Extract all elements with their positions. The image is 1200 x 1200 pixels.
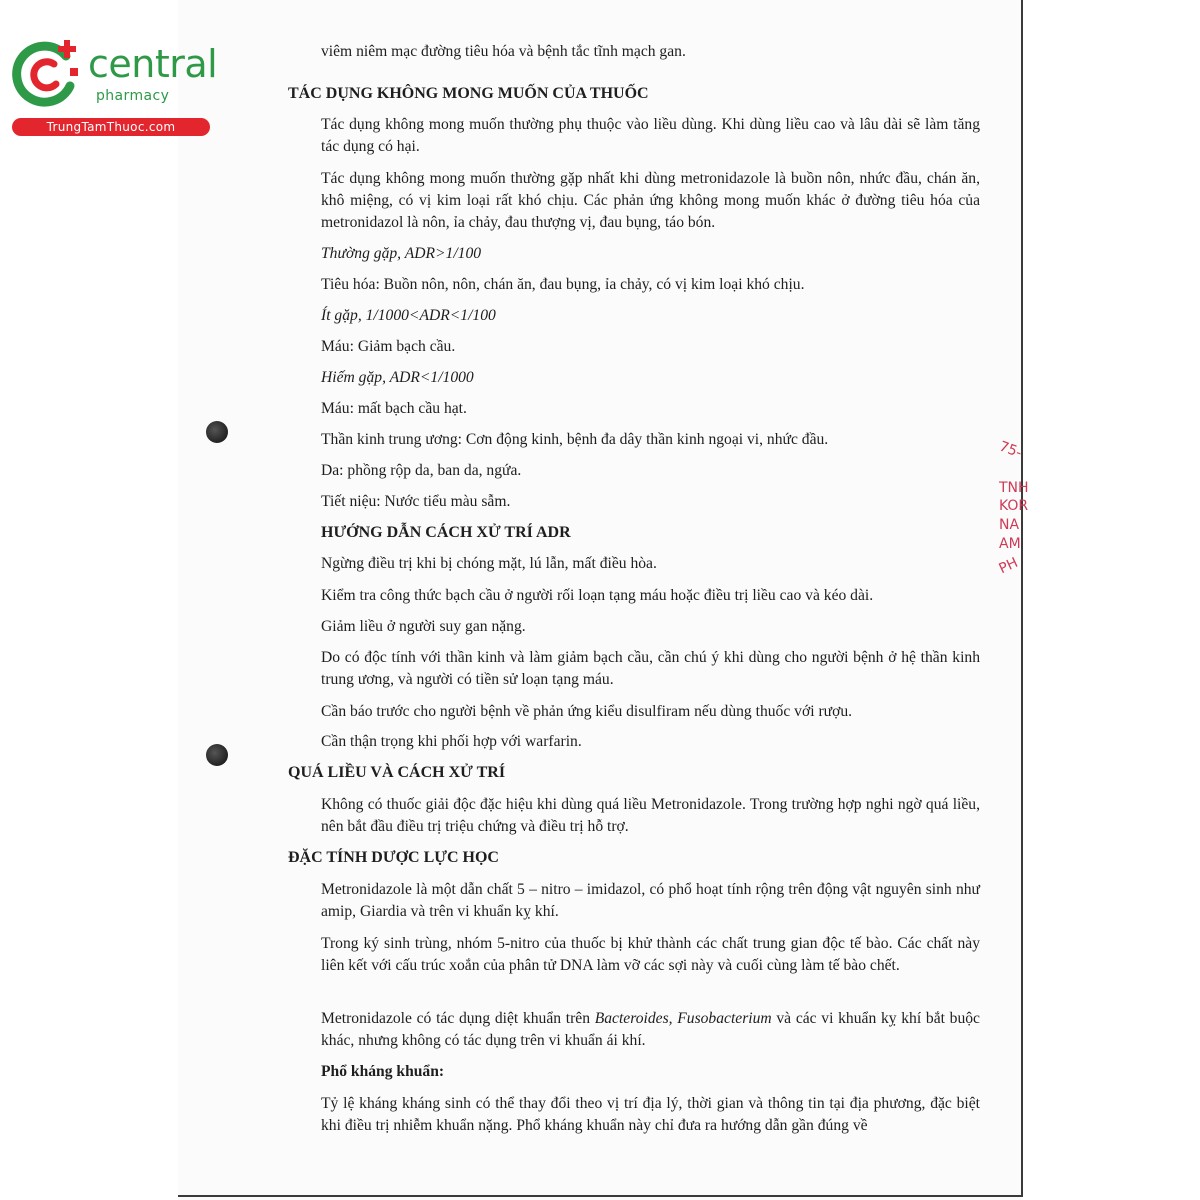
- heading-pharmacodynamics: ĐẶC TÍNH DƯỢC LỰC HỌC: [288, 849, 499, 866]
- paragraph: Không có thuốc giải độc đặc hiệu khi dùng quá liều Metronidazole. Trong trường hợp nghi ngờ quá liều, nên bắt đầu điều trị triệu chứng và điều trị hỗ trợ.: [321, 796, 980, 835]
- paragraph: Tỷ lệ kháng kháng sinh có thể thay đổi theo vị trí địa lý, thời gian và thông tin tại địa phương, đặc biệt khi điều trị nhiễm khuẩn nặng. Phổ kháng khuẩn này chỉ đưa ra hướng dẫn gần đúng về: [321, 1095, 980, 1134]
- subheading-spectrum: Phổ kháng khuẩn:: [321, 1063, 445, 1080]
- paragraph: Cần thận trọng khi phối hợp với warfarin.: [321, 733, 582, 750]
- paragraph: Trong ký sinh trùng, nhóm 5-nitro của thuốc bị khử thành các chất trung gian độc tế bào. Các chất này liên kết với cấu trúc xoắn của phân tử DNA làm vỡ các sợi này và cuối cùng làm tế bào chết.: [321, 935, 980, 974]
- heading-overdose: QUÁ LIỀU VÀ CÁCH XỬ TRÍ: [288, 764, 506, 781]
- paragraph: Cần báo trước cho người bệnh về phản ứng kiểu disulfiram nếu dùng thuốc với rượu.: [321, 703, 853, 720]
- paragraph-text: và các vi khuẩn kỵ khí bắt buộc khác, nhưng không có tác dụng trên vi khuẩn ái khí.: [321, 1010, 980, 1049]
- stamp-line: TNH: [999, 480, 1029, 496]
- paragraph-continuation: viêm niêm mạc đường tiêu hóa và bệnh tắc tĩnh mạch gan.: [321, 43, 686, 60]
- paragraph-text: Metronidazole có tác dụng diệt khuẩn trên: [321, 1010, 595, 1027]
- paragraph: Tác dụng không mong muốn thường phụ thuộc vào liều dùng. Khi dùng liều cao và lâu dài sẽ làm tăng tác dụng có hại.: [321, 116, 980, 155]
- stamp-line: NA: [999, 517, 1020, 533]
- paragraph: Ngừng điều trị khi bị chóng mặt, lú lẫn, mất điều hòa.: [321, 555, 657, 572]
- paragraph: Kiểm tra công thức bạch cầu ở người rối loạn tạng máu hoặc điều trị liều cao và kéo dài.: [321, 587, 874, 604]
- logo-subtitle: pharmacy: [96, 88, 170, 104]
- logo-name: central: [88, 42, 218, 86]
- heading-side-effects: TÁC DỤNG KHÔNG MONG MUỐN CỦA THUỐC: [288, 85, 649, 102]
- heading-adr-management: HƯỚNG DẪN CÁCH XỬ TRÍ ADR: [321, 524, 571, 541]
- stamp-line: KOR: [999, 498, 1029, 514]
- bacteria-names: Bacteroides, Fusobacterium: [594, 1010, 772, 1027]
- frequency-label: Hiếm gặp, ADR<1/1000: [321, 369, 474, 386]
- paragraph: Máu: Giảm bạch cầu.: [321, 338, 456, 355]
- paragraph: Thần kinh trung ương: Cơn động kinh, bệnh đa dây thần kinh ngoại vi, nhức đầu.: [321, 431, 829, 448]
- paragraph: Tiết niệu: Nước tiểu màu sẫm.: [321, 493, 511, 510]
- paragraph: Tiêu hóa: Buồn nôn, nôn, chán ăn, đau bụng, ỉa chảy, có vị kim loại khó chịu.: [321, 276, 805, 293]
- paragraph-bacteroides: [321, 1008, 980, 1052]
- stamp-line: AM: [999, 536, 1021, 552]
- stamp-line: PH: [996, 554, 1021, 578]
- paragraph: Máu: mất bạch cầu hạt.: [321, 400, 467, 417]
- paragraph: Da: phồng rộp da, ban da, ngứa.: [321, 462, 522, 479]
- frequency-label: Ít gặp, 1/1000<ADR<1/100: [321, 307, 496, 324]
- logo-url: TrungTamThuoc.com: [12, 118, 210, 136]
- paragraph: Giảm liều ở người suy gan nặng.: [321, 618, 526, 635]
- paragraph: Do có độc tính với thần kinh và làm giảm bạch cầu, cần chú ý khi dùng cho người bệnh ở hệ thần kinh trung ương, và người có tiền sử loạn tạng máu.: [321, 649, 980, 688]
- stamp-line: 75-: [996, 438, 1024, 462]
- frequency-label: Thường gặp, ADR>1/100: [321, 245, 482, 262]
- paragraph: Metronidazole là một dẫn chất 5 – nitro – imidazol, có phổ hoạt tính rộng trên động vật nguyên sinh như amip, Giardia và trên vi khuẩn kỵ khí.: [321, 881, 980, 920]
- paragraph: Tác dụng không mong muốn thường gặp nhất khi dùng metronidazole là buồn nôn, nhức đầu, chán ăn, khô miệng, có vị kim loại rất khó chịu. Các phản ứng không mong muốn khác ở đường tiêu hóa của metronidazol là nôn, ỉa chảy, đau thượng vị, đau bụng, táo bón.: [321, 170, 980, 231]
